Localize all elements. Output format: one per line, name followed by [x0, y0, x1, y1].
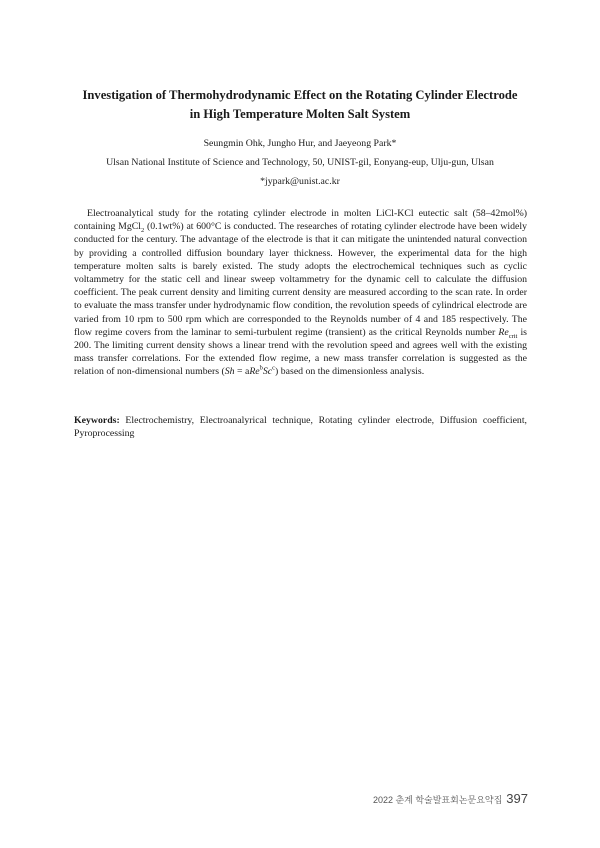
equation-middle: = a — [234, 366, 250, 378]
reynolds-crit-subscript: crit — [508, 332, 518, 340]
title-line-1: Investigation of Thermohydrodynamic Effect on the Rotating Cylinder Electrode — [82, 88, 518, 102]
corresponding-email: *jypark@unist.ac.kr — [260, 176, 340, 187]
reynolds-symbol-eq: Re — [249, 366, 260, 378]
abstract-body — [74, 207, 527, 379]
keywords — [74, 414, 527, 440]
page-footer — [373, 790, 528, 808]
schmidt-symbol: Sc — [262, 366, 273, 378]
exponent-b: b — [259, 365, 263, 373]
title-line-2: in High Temperature Molten Salt System — [189, 107, 411, 121]
reynolds-symbol: Re — [498, 326, 509, 338]
abstract-part-4: ) based on the dimensionless analysis. — [275, 366, 425, 378]
abstract-part-1: Electroanalytical study for the rotating cylinder electrode in molten LiCl-KCl eutectic salt (58–42mol%) containing MgCl — [74, 208, 527, 233]
keywords-text: Electrochemistry, Electroanalyrical technique, Rotating cylinder electrode, Diffusion coefficient, Pyroprocessing — [74, 415, 527, 440]
mgcl2-subscript: 2 — [140, 227, 145, 235]
page-number: 397 — [506, 791, 528, 806]
paper-title — [60, 86, 540, 124]
author-list: Seungmin Ohk, Jungho Hur, and Jaeyeong Park* — [203, 138, 397, 149]
exponent-c: c — [272, 365, 276, 373]
abstract-part-2: (0.1wt%) at 600°C is conducted. The researches of rotating cylinder electrode have been widely conducted for the century. The advantage of the electrode is that it can mitigate the unintended natural convection by providing a controlled diffusion boundary layer thickness. However, the experimental data for the high temperature molten salts is barely existed. The study adopts the electrochemical techniques such as cyclic voltammetry for the static cell and linear sweep voltammetry for the dynamic cell to calculate the diffusion coefficient. The peak current density and limiting current density are measured according to the scan rate. In order to evaluate the mass transfer under hydrodynamic flow condition, the revolution speeds of cylindrical electrode are varied from 10 rpm to 500 rpm which are corresponded to the Reynolds number of 4 and 185 respectively. The flow regime covers from the laminar to semi-turbulent regime (transient) as the critical Reynolds number — [74, 221, 527, 338]
abstract-part-3: is 200. The limiting current density shows a linear trend with the revolution speed and agrees well with the existing mass transfer correlations. For the extended flow regime, a new mass transfer correlation is suggested as the relation of non-dimensional numbers ( — [74, 326, 527, 378]
proceedings-title: 2022 춘계 학술발표회논문요약집 — [372, 795, 503, 805]
affiliation: Ulsan National Institute of Science and Technology, 50, UNIST-gil, Eonyang-eup, Ulju-gun, Ulsan — [106, 157, 494, 168]
keywords-label: Keywords: — [74, 415, 120, 426]
sherwood-symbol: Sh — [224, 366, 235, 378]
